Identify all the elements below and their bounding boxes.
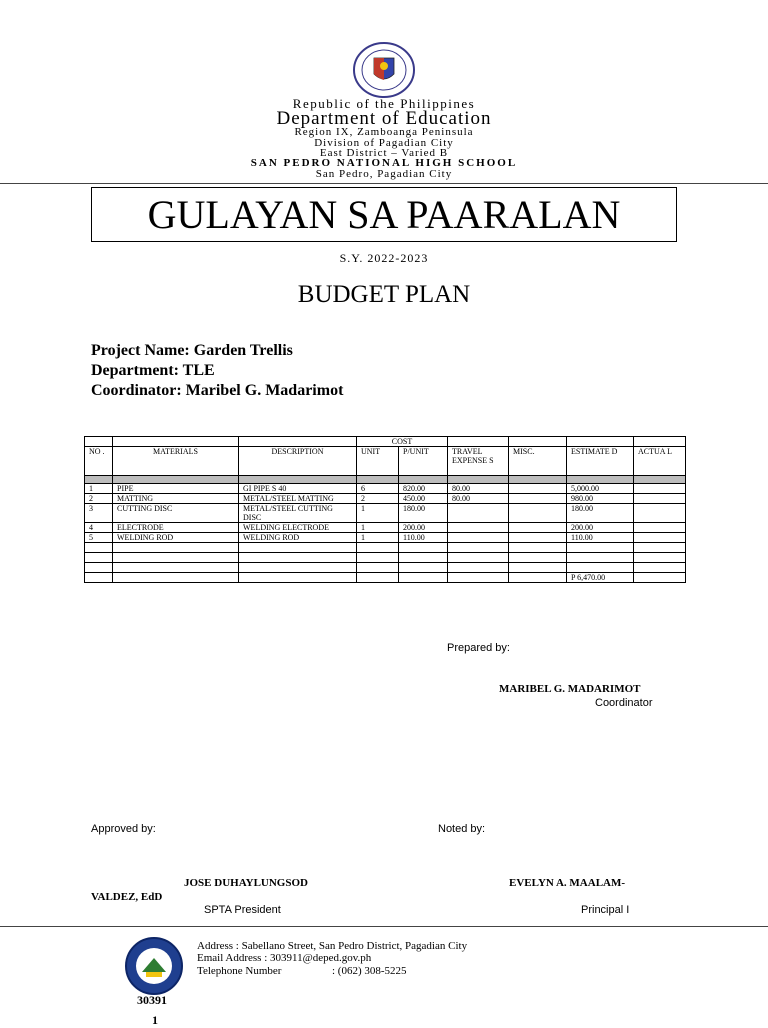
noter-name-line2: VALDEZ, EdD [91,891,163,903]
table-row [85,563,686,573]
col-header-estimated: ESTIMATE D [567,447,634,476]
department-line: Department of Education [276,108,492,129]
table-cell: 1 [85,484,113,494]
table-cell [113,543,239,553]
school-name: SAN PEDRO NATIONAL HIGH SCHOOL [250,157,518,169]
division-line: Division of Pagadian City [314,137,454,149]
approved-by-label: Approved by: [91,823,156,835]
deped-seal-icon [352,42,416,98]
district-line: East District – Varied B [319,147,449,159]
table-cell [509,553,567,563]
cost-group-header: COST [357,437,448,447]
table-cell [448,523,509,533]
col-header-unit: UNIT [357,447,399,476]
table-cell [357,543,399,553]
table-cell: WELDING ROD [239,533,357,543]
table-cell: 1 [357,504,399,523]
table-cell: MATTING [113,494,239,504]
table-cell [448,504,509,523]
project-name: Project Name: Garden Trellis [91,342,293,359]
table-cell [239,563,357,573]
school-id: 30391 [137,993,167,1007]
approver-name: JOSE DUHAYLUNGSOD [184,877,308,889]
prepared-by-label: Prepared by: [447,642,510,654]
table-cell [85,543,113,553]
table-cell: 4 [85,523,113,533]
table-cell: 3 [85,504,113,523]
table-cell: 180.00 [567,504,634,523]
table-cell: METAL/STEEL MATTING [239,494,357,504]
preparer-name: MARIBEL G. MADARIMOT [499,683,641,695]
table-cell: WELDING ELECTRODE [239,523,357,533]
table-cell: 5,000.00 [567,484,634,494]
table-cell [567,543,634,553]
table-cell [399,573,448,583]
table-cell [448,573,509,583]
table-cell [634,563,686,573]
col-header-per-unit: P/UNIT [399,447,448,476]
table-cell: 6 [357,484,399,494]
table-cell [509,494,567,504]
table-cell [448,553,509,563]
table-cell [448,533,509,543]
table-cell: 820.00 [399,484,448,494]
budget-table [84,436,686,583]
table-cell [634,533,686,543]
noter-name-line1: EVELYN A. MAALAM- [509,877,626,889]
table-cell: 5 [85,533,113,543]
table-cell [634,553,686,563]
col-header-materials: MATERIALS [113,447,239,476]
school-city: San Pedro, Pagadian City [315,168,453,180]
region-line: Region IX, Zamboanga Peninsula [294,126,474,138]
table-cell [357,553,399,563]
table-row [85,573,686,583]
page-title: GULAYAN SA PAARALAN [91,187,677,242]
table-row [85,494,686,504]
table-cell: ELECTRODE [113,523,239,533]
table-cell [634,523,686,533]
table-row [85,533,686,543]
noted-by-label: Noted by: [438,823,486,835]
table-cell [113,573,239,583]
table-row [85,523,686,533]
table-cell [509,484,567,494]
table-cell [509,523,567,533]
table-cell [509,563,567,573]
noter-role: Principal I [581,904,630,916]
table-cell [634,543,686,553]
table-cell [113,553,239,563]
table-cell [634,573,686,583]
table-cell: 1 [357,533,399,543]
table-cell: 980.00 [567,494,634,504]
table-header-row [85,447,686,476]
table-cell: 110.00 [399,533,448,543]
table-row [85,484,686,494]
school-logo-icon [124,936,184,996]
table-cell [509,573,567,583]
table-cell: WELDING ROD [113,533,239,543]
table-row [85,504,686,523]
table-cell: 1 [357,523,399,533]
table-cell [85,563,113,573]
table-cell: 110.00 [567,533,634,543]
table-cell: 200.00 [567,523,634,533]
table-cell: METAL/STEEL CUTTING DISC [239,504,357,523]
footer-address: Address : Sabellano Street, San Pedro District, Pagadian City [197,940,468,952]
table-cell: PIPE [113,484,239,494]
table-cell: P 6,470.00 [567,573,634,583]
table-cell [634,484,686,494]
school-year: S.Y. 2022-2023 [339,251,429,265]
col-header-description: DESCRIPTION [239,447,357,476]
table-group-header-row [85,437,686,447]
table-cell [85,553,113,563]
table-cell [399,543,448,553]
table-cell [113,563,239,573]
col-header-travel: TRAVEL EXPENSE S [448,447,509,476]
footer-divider [0,926,768,927]
table-cell [509,504,567,523]
header-divider [0,183,768,184]
table-cell [509,543,567,553]
col-header-actual: ACTUA L [634,447,686,476]
col-header-no: NO . [85,447,113,476]
table-cell [239,553,357,563]
table-cell [85,573,113,583]
table-cell [399,553,448,563]
table-cell: 2 [85,494,113,504]
table-cell [448,563,509,573]
table-cell [509,533,567,543]
table-cell [239,543,357,553]
preparer-role: Coordinator [595,697,653,709]
footer-telephone-value: : (062) 308-5225 [332,965,407,977]
table-cell: 80.00 [448,494,509,504]
table-cell: 2 [357,494,399,504]
footer-telephone-label: Telephone Number [197,965,282,977]
table-shaded-row [85,476,686,484]
table-cell [567,563,634,573]
school-id-trail: 1 [152,1013,158,1027]
table-cell: CUTTING DISC [113,504,239,523]
table-cell [567,553,634,563]
approver-role: SPTA President [204,904,281,916]
table-cell [399,563,448,573]
table-cell [634,504,686,523]
table-cell [448,543,509,553]
table-cell [357,573,399,583]
table-cell: 450.00 [399,494,448,504]
table-cell: GI PIPE S 40 [239,484,357,494]
table-row [85,543,686,553]
budget-plan-heading: BUDGET PLAN [297,281,471,308]
project-department: Department: TLE [91,362,215,379]
table-cell [239,573,357,583]
table-cell [357,563,399,573]
footer-email: Email Address : 303911@deped.gov.ph [197,952,372,964]
table-row [85,553,686,563]
table-cell [634,494,686,504]
table-cell: 180.00 [399,504,448,523]
table-cell: 200.00 [399,523,448,533]
project-coordinator: Coordinator: Maribel G. Madarimot [91,382,344,399]
table-cell: 80.00 [448,484,509,494]
col-header-misc: MISC. [509,447,567,476]
republic-line: Republic of the Philippines [292,96,476,111]
